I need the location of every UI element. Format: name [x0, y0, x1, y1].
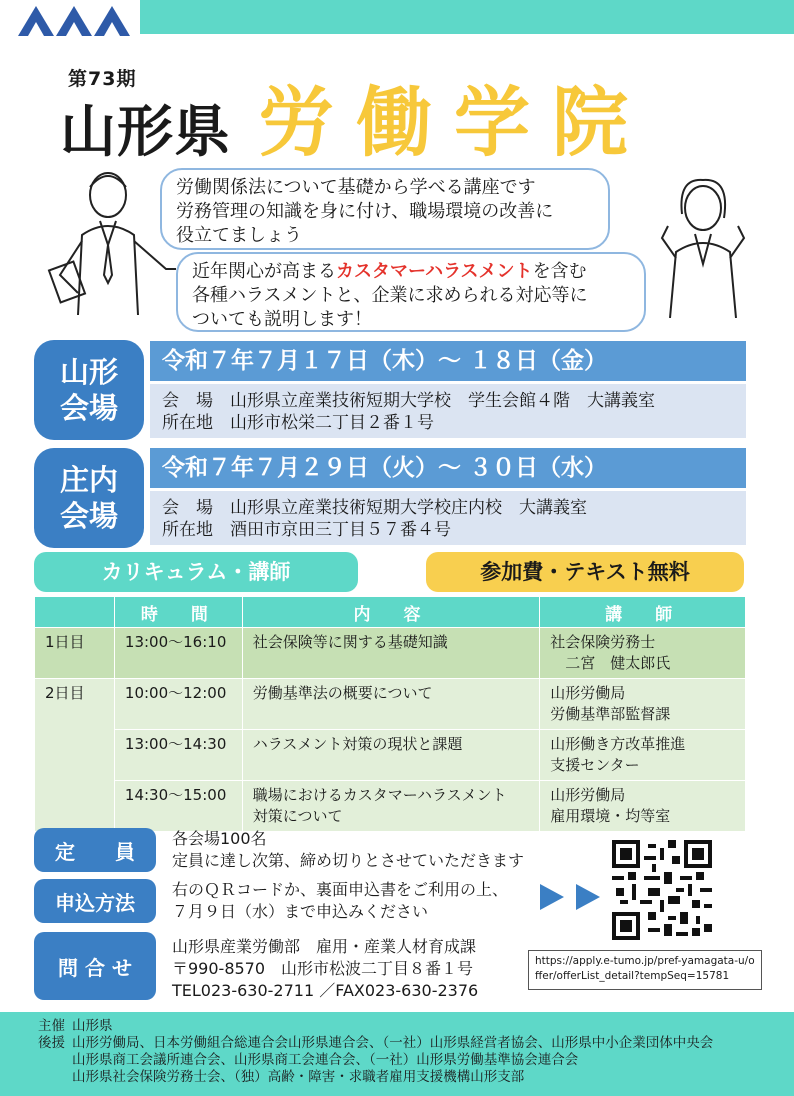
- prefecture-title: 山形県: [60, 100, 231, 165]
- venue-address: 所在地 山形市松栄二丁目２番１号: [162, 413, 434, 433]
- detail-line: 定員に達し次第、締め切りとさせていただきます: [172, 851, 525, 870]
- detail-line: TEL023-630-2711 ／FAX023-630-2376: [172, 981, 479, 1000]
- curriculum-table: [34, 596, 746, 832]
- table-header: [35, 597, 115, 628]
- table-row: [35, 781, 746, 832]
- time-cell: 13:00～14:30: [114, 730, 242, 781]
- lecturer-cell: [540, 679, 746, 730]
- day-cell: 2日目: [35, 679, 115, 832]
- apply-detail: [172, 879, 508, 923]
- top-banner: [140, 0, 794, 34]
- application-url[interactable]: https://apply.e-tumo.jp/pref-yamagata-u/offer/offerList_detail?tempSeq=15781: [528, 950, 762, 990]
- bubble-text: を含む: [532, 261, 587, 282]
- edition-label: 第73期: [68, 68, 137, 90]
- organizer: 山形県: [72, 1018, 113, 1034]
- lecturer-line: 山形労働局: [550, 684, 626, 702]
- supporter-line: 山形労働局、日本労働組合総連合会山形県連合会、（一社）山形県経営者協会、山形県中小企業団体中央会: [72, 1035, 714, 1051]
- day-cell: 1日目: [35, 628, 115, 679]
- organizer-label: 主催: [38, 1018, 65, 1034]
- bubble-line: 役立てましょう: [176, 225, 302, 246]
- lecturer-line: 社会保険労務士: [550, 633, 656, 651]
- content-cell: 職場におけるカスタマーハラスメント 対策について: [242, 781, 540, 832]
- lecturer-line: 山形労働局: [550, 786, 626, 804]
- table-header: 講 師: [540, 597, 746, 628]
- arrow-right-icon: [540, 882, 604, 912]
- lecturer-line: 支援センター: [550, 756, 640, 774]
- time-cell: 14:30～15:00: [114, 781, 242, 832]
- bubble-line: 労務管理の知識を身に付け、職場環境の改善に: [176, 201, 554, 222]
- free-fee-tag: 参加費・テキスト無料: [426, 552, 744, 592]
- venue-name: 庄内: [59, 463, 118, 497]
- lecturer-cell: [540, 628, 746, 679]
- businessman-illustration-icon: [38, 165, 178, 315]
- supporter-line: 山形県社会保険労務士会、（独）高齢・障害・求職者雇用支援機構山形支部: [72, 1069, 525, 1085]
- content-cell: 社会保険等に関する基礎知識: [242, 628, 540, 679]
- bubble-line: 各種ハラスメントと、企業に求められる対応等に: [192, 285, 588, 306]
- content-cell: 労働基準法の概要について: [242, 679, 540, 730]
- curriculum-tag: カリキュラム・講師: [34, 552, 358, 592]
- venue-date: 令和７年７月２９日（火）～ ３０日（水）: [150, 448, 746, 488]
- lecturer-cell: [540, 730, 746, 781]
- table-header: 時 間: [114, 597, 242, 628]
- bubble-line: 労働関係法について基礎から学べる講座です: [176, 177, 536, 198]
- capacity-label: 定 員: [34, 828, 156, 872]
- detail-line: 右のＱＲコードか、裏面申込書をご利用の上、: [172, 880, 509, 899]
- venue-info: [150, 384, 746, 438]
- content-cell: ハラスメント対策の現状と課題: [242, 730, 540, 781]
- venue-badge-yamagata: [34, 340, 144, 440]
- venue-hall: 会 場 山形県立産業技術短期大学校庄内校 大講義室: [162, 498, 587, 518]
- detail-line: ７月９日（水）まで申込みください: [172, 902, 429, 921]
- table-header-row: [35, 597, 746, 628]
- time-cell: 13:00～16:10: [114, 628, 242, 679]
- lecturer-line: 二宮 健太郎氏: [550, 654, 671, 672]
- apply-label: 申込方法: [34, 879, 156, 923]
- contact-label: 問 合 せ: [34, 932, 156, 1000]
- lecturer-line: 雇用環境・均等室: [550, 807, 671, 825]
- venue-name: 山形: [59, 355, 118, 389]
- logo-icon: [18, 2, 130, 36]
- venue-hall: 会 場 山形県立産業技術短期大学校 学生会館４階 大講義室: [162, 391, 655, 411]
- highlight-text: カスタマーハラスメント: [336, 261, 533, 282]
- lecturer-cell: [540, 781, 746, 832]
- contact-detail: [172, 936, 478, 1002]
- detail-line: 〒990-8570 山形市松波二丁目８番１号: [172, 959, 474, 978]
- venue-name: 会場: [59, 499, 118, 533]
- venue-badge-shonai: [34, 448, 144, 548]
- table-row: [35, 679, 746, 730]
- lecturer-line: 山形働き方改革推進: [550, 735, 686, 753]
- venue-date: 令和７年７月１７日（木）～ １８日（金）: [150, 341, 746, 381]
- businesswoman-illustration-icon: [648, 168, 758, 318]
- detail-line: 山形県産業労働部 雇用・産業人材育成課: [172, 937, 477, 956]
- bubble-text: 近年関心が高まる: [192, 261, 336, 282]
- page-title: 労働学院: [258, 78, 650, 167]
- venue-address: 所在地 酒田市京田三丁目５７番４号: [162, 520, 451, 540]
- capacity-detail: [172, 828, 524, 872]
- supporter-label: 後援: [38, 1035, 65, 1051]
- detail-line: 各会場100名: [172, 829, 267, 848]
- time-cell: 10:00～12:00: [114, 679, 242, 730]
- bubble-line: [192, 260, 630, 284]
- venue-name: 会場: [59, 391, 118, 425]
- lecturer-line: 労働基準部監督課: [550, 705, 671, 723]
- supporter-line: 山形県商工会議所連合会、山形県商工会連合会、（一社）山形県労働基準協会連合会: [72, 1052, 579, 1068]
- supporters-list: [72, 1035, 788, 1086]
- table-header: 内 容: [242, 597, 540, 628]
- speech-bubble-intro: [160, 168, 610, 250]
- qr-code-icon[interactable]: [612, 840, 712, 940]
- table-row: [35, 730, 746, 781]
- venue-info: [150, 491, 746, 545]
- table-row: [35, 628, 746, 679]
- speech-bubble-harassment: [176, 252, 646, 332]
- bubble-line: ついても説明します！: [192, 309, 372, 330]
